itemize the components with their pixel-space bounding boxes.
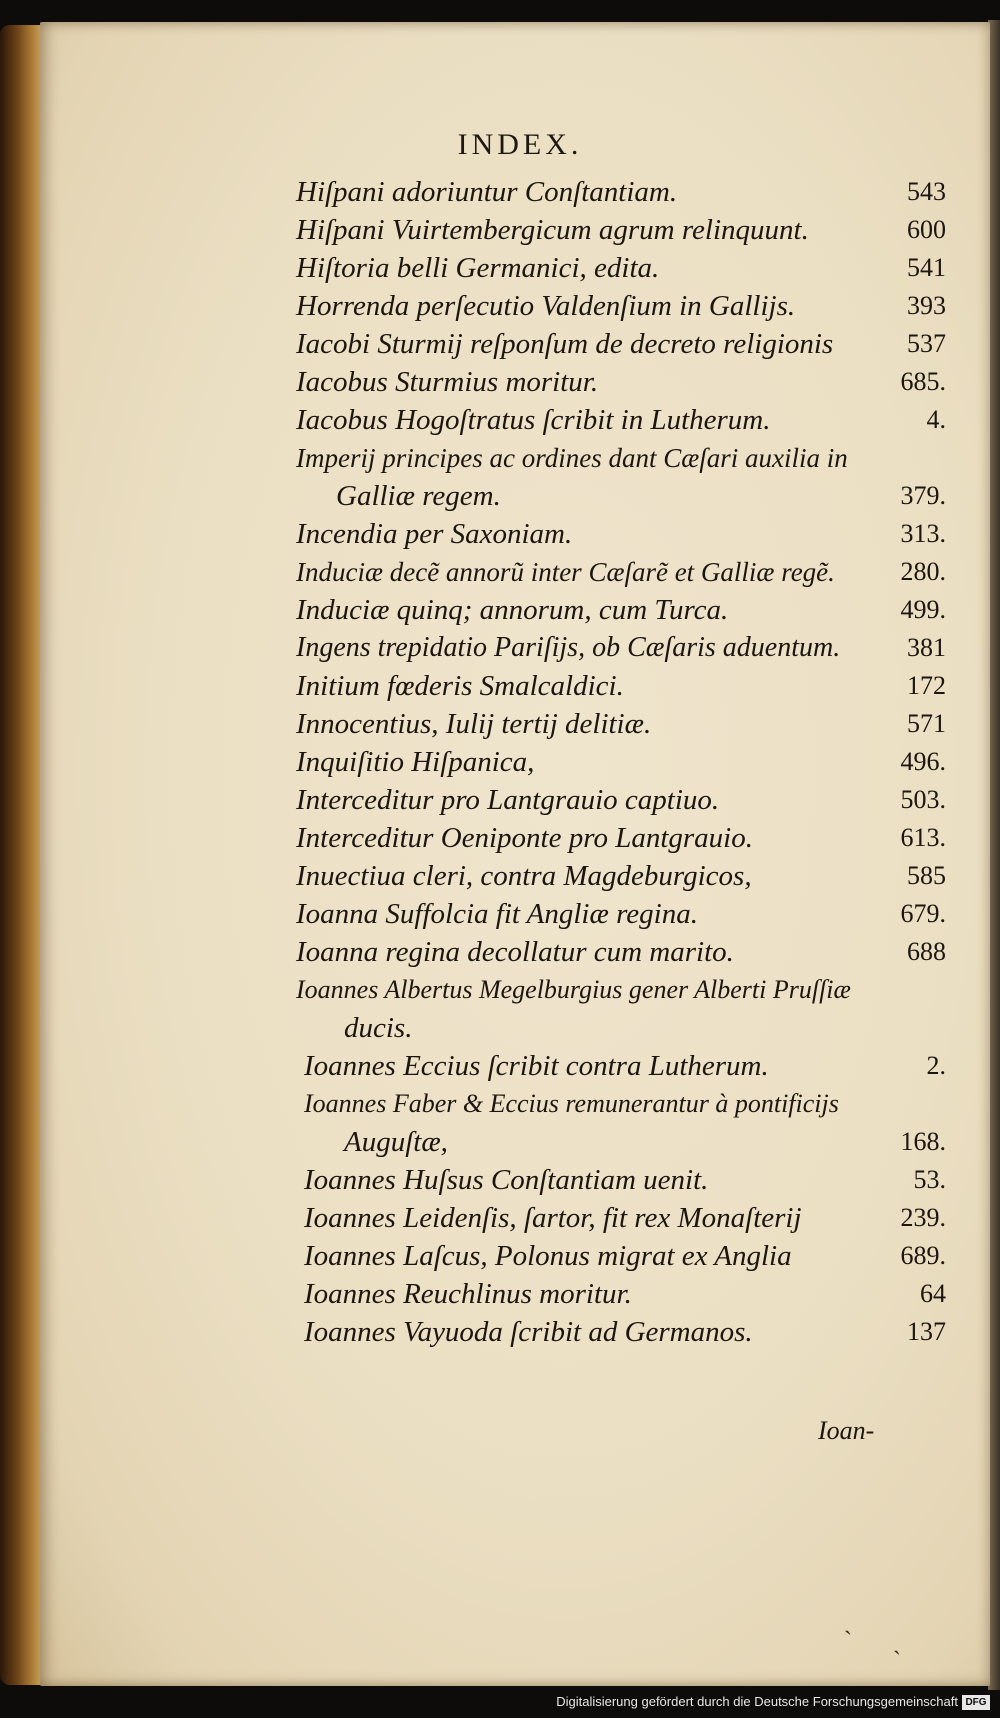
entry-page-number: 537 xyxy=(907,329,946,358)
entry-page-number: 381 xyxy=(907,633,946,662)
index-entry xyxy=(0,248,1000,288)
catchword: Ioan- xyxy=(818,1416,875,1445)
index-entry xyxy=(0,286,1000,326)
entry-text: Iacobus Sturmius moritur. xyxy=(296,366,599,398)
index-entry xyxy=(0,628,1000,668)
entry-text: Ioannes Faber & Eccius remunerantur à pontificijs xyxy=(304,1089,839,1118)
entry-page-number: 379. xyxy=(900,481,946,510)
entry-text: Imperij principes ac ordines dant Cæſari auxilia in xyxy=(296,443,848,473)
entry-page-number: 53. xyxy=(913,1165,946,1194)
index-entry xyxy=(0,704,1000,744)
entry-text: Ioannes Albertus Megelburgius gener Alberti Pruſſiæ xyxy=(296,975,851,1004)
entry-page-number: 393 xyxy=(907,291,946,320)
entry-text: Interceditur Oeniponte pro Lantgrauio. xyxy=(296,822,753,854)
entry-page-number: 685. xyxy=(900,367,946,396)
index-entry xyxy=(0,666,1000,706)
entry-text: ducis. xyxy=(344,1012,413,1044)
entry-text: Hiſpani adoriuntur Conſtantiam. xyxy=(296,176,678,208)
index-entry xyxy=(0,438,1000,478)
entry-text: Horrenda perſecutio Valdenſium in Gallijs. xyxy=(296,290,796,322)
entry-text: Incendia per Saxoniam. xyxy=(296,518,573,550)
digitization-footer xyxy=(0,1690,1000,1718)
entry-page-number: 689. xyxy=(900,1241,946,1270)
entry-page-number: 4. xyxy=(926,405,946,434)
index-entry xyxy=(0,932,1000,972)
entry-page-number: 600 xyxy=(907,215,946,244)
index-entry xyxy=(0,1046,1000,1086)
entry-page-number: 543 xyxy=(907,177,946,206)
entry-page-number: 496. xyxy=(900,747,946,776)
entry-text: Inquiſitio Hiſpanica, xyxy=(296,746,535,778)
entry-page-number: 688 xyxy=(907,937,946,966)
ink-speck: ˋ xyxy=(844,1628,852,1654)
entry-page-number: 137 xyxy=(907,1317,946,1346)
index-entry xyxy=(0,1312,1000,1352)
entry-text: Ioannes Huſsus Conſtantiam uenit. xyxy=(304,1164,709,1196)
entry-text: Innocentius, Iulij tertij delitiæ. xyxy=(296,708,652,740)
entry-text: Interceditur pro Lantgrauio captiuo. xyxy=(296,784,720,816)
index-entry xyxy=(0,210,1000,250)
index-entry xyxy=(0,590,1000,630)
dfg-logo: DFG xyxy=(962,1695,990,1710)
index-entry xyxy=(0,514,1000,554)
index-entry xyxy=(0,818,1000,858)
index-entry xyxy=(0,780,1000,820)
index-entry xyxy=(0,742,1000,782)
index-entry xyxy=(0,894,1000,934)
index-entry xyxy=(0,1160,1000,1200)
entry-page-number: 313. xyxy=(900,519,946,548)
entry-text: Ioannes Reuchlinus moritur. xyxy=(304,1278,632,1310)
index-entry xyxy=(0,324,1000,364)
index-entry xyxy=(0,172,1000,212)
footer-credit: Digitalisierung gefördert durch die Deutsche Forschungsgemeinschaft xyxy=(556,1694,958,1709)
entry-page-number: 280. xyxy=(900,557,946,586)
entry-text: Ioanna regina decollatur cum marito. xyxy=(296,936,734,968)
entry-text: Iacobus Hogoſtratus ſcribit in Lutherum. xyxy=(296,404,771,436)
index-entry xyxy=(0,1236,1000,1276)
entry-text: Ioannes Eccius ſcribit contra Lutherum. xyxy=(304,1050,769,1082)
entry-page-number: 503. xyxy=(900,785,946,814)
entry-text: Ioannes Laſcus, Polonus migrat ex Anglia xyxy=(304,1240,792,1272)
index-entry-continuation xyxy=(0,476,1000,516)
entry-text: Induciæ decẽ annorũ inter Cæſarẽ et Galliæ regẽ. xyxy=(296,557,835,587)
page-header: INDEX. xyxy=(457,128,583,161)
entry-text: Initium fœderis Smalcaldici. xyxy=(296,670,624,702)
entry-text: Auguſtæ, xyxy=(344,1126,448,1158)
entry-page-number: 168. xyxy=(900,1127,946,1156)
entry-text: Induciæ quinq; annorum, cum Turca. xyxy=(296,594,729,626)
index-entry xyxy=(0,1274,1000,1314)
index-entry xyxy=(0,856,1000,896)
entry-text: Galliæ regem. xyxy=(336,480,501,512)
entry-text: Iacobi Sturmij reſponſum de decreto religionis xyxy=(296,328,834,360)
entry-text: Hiſtoria belli Germanici, edita. xyxy=(296,252,660,284)
entry-page-number: 2. xyxy=(926,1051,946,1080)
entry-page-number: 571 xyxy=(907,709,946,738)
entry-text: Ingens trepidatio Pariſijs, ob Cæſaris aduentum. xyxy=(296,632,841,663)
index-entry xyxy=(0,970,1000,1010)
index-entry xyxy=(0,362,1000,402)
entry-page-number: 239. xyxy=(900,1203,946,1232)
index-entry xyxy=(0,400,1000,440)
entry-page-number: 499. xyxy=(900,595,946,624)
index-entry-continuation xyxy=(0,1122,1000,1162)
index-entry-continuation xyxy=(0,1008,1000,1048)
ink-speck: ˋ xyxy=(893,1648,901,1674)
entry-text: Ioanna Suffolcia fit Angliæ regina. xyxy=(296,898,698,930)
entry-text: Inuectiua cleri, contra Magdeburgicos, xyxy=(296,860,752,892)
entry-text: Hiſpani Vuirtembergicum agrum relinquunt. xyxy=(296,214,809,246)
index-entry xyxy=(0,1198,1000,1238)
entry-page-number: 679. xyxy=(900,899,946,928)
entry-text: Ioannes Vayuoda ſcribit ad Germanos. xyxy=(304,1316,753,1348)
entry-page-number: 613. xyxy=(900,823,946,852)
entry-page-number: 172 xyxy=(907,671,946,700)
entry-page-number: 541 xyxy=(907,253,946,282)
entry-page-number: 585 xyxy=(907,861,946,890)
entry-page-number: 64 xyxy=(920,1279,946,1308)
index-entry xyxy=(0,1084,1000,1124)
entry-text: Ioannes Leidenſis, ſartor, fit rex Monaſterij xyxy=(304,1202,802,1234)
index-entry xyxy=(0,552,1000,592)
